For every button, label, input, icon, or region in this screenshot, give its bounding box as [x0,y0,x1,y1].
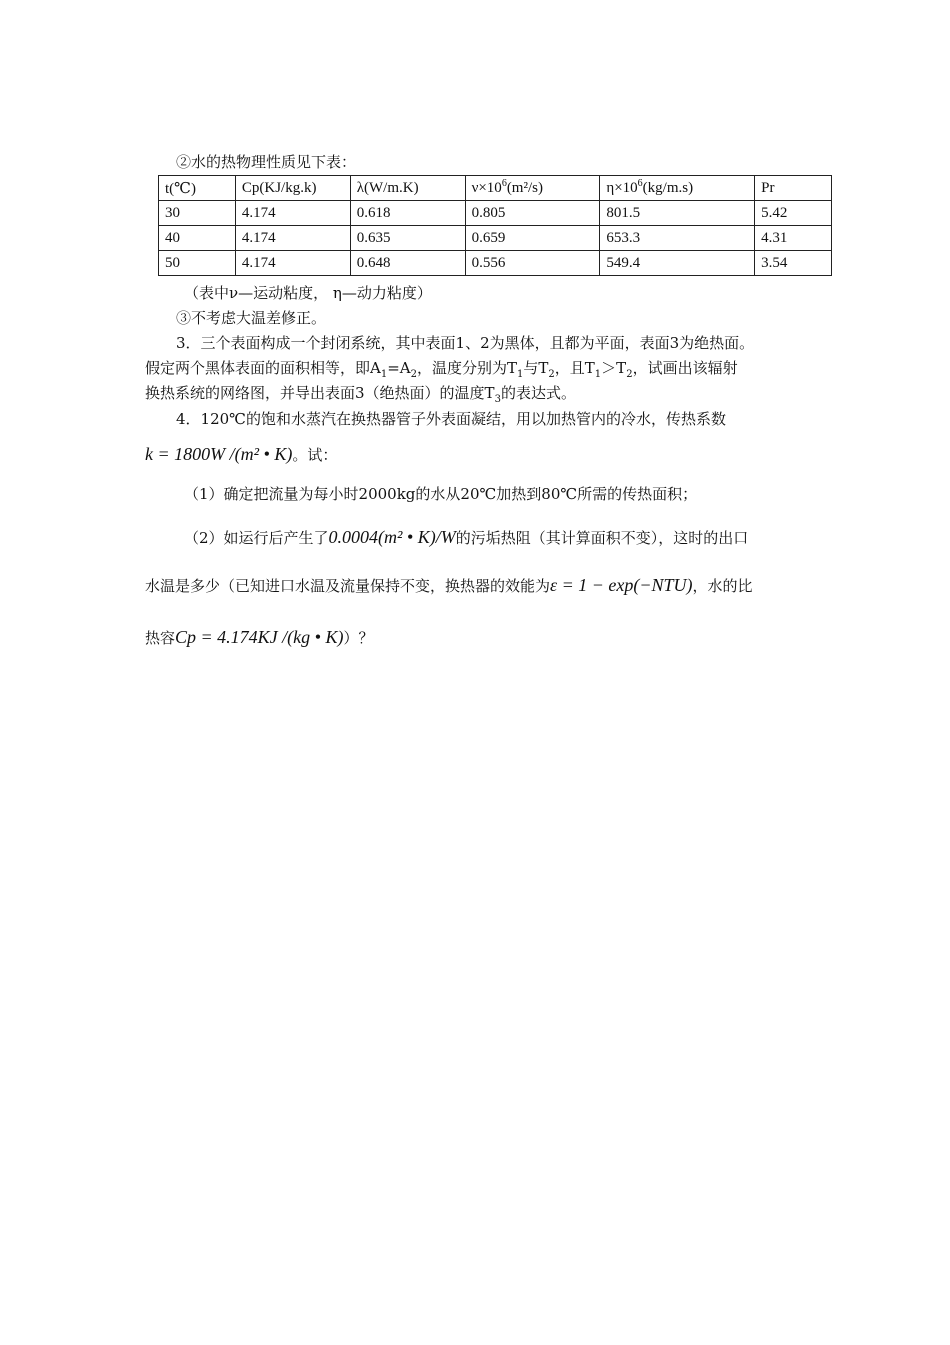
text-run: 的表达式。 [500,384,576,402]
text-run: （2）如运行后产生了 [184,529,329,547]
subscript: 2 [410,369,417,380]
text-run: 。试： [292,446,338,464]
problem-3-line-2 [145,357,738,379]
table-row [159,226,832,251]
text-run: ＞T [601,359,627,377]
cell: 30 [159,201,236,226]
question-2-line-1 [184,526,748,549]
cell: 4.174 [235,201,350,226]
header-eta [600,176,755,201]
question-2-line-3 [145,626,373,649]
text-run: ，水的比 [692,577,753,595]
table-header-row [159,176,832,201]
problem-3-line-3 [145,382,576,404]
cell: 653.3 [600,226,755,251]
header-nu [465,176,600,201]
cell: 5.42 [755,201,832,226]
cell: 0.635 [350,226,465,251]
problem-4-line-1: 4．120℃的饱和水蒸汽在换热器管子外表面凝结，用以加热管内的冷水，传热系数 [176,410,726,428]
header-pr: Pr [755,176,832,201]
text-run: 水温是多少（已知进口水温及流量保持不变，换热器的效能为 [145,577,551,595]
subscript: 2 [548,369,555,380]
formula-fouling-resistance: 0.0004(m² • K)/W [328,527,456,547]
header-nu-base: ν×10 [471,179,502,196]
header-nu-unit: (m²/s) [506,179,543,196]
formula-heat-transfer-coefficient: k = 1800W /(m² • K) [145,444,293,464]
cell: 801.5 [600,201,755,226]
cell: 40 [159,226,236,251]
table-row [159,201,832,226]
text-run: 假定两个黑体表面的面积相等，即A [145,359,381,377]
header-eta-unit: (kg/m.s) [642,179,694,196]
cell: 0.648 [350,251,465,276]
header-nu-exp: 6 [501,177,507,189]
subscript: 3 [494,394,501,405]
cell: 0.805 [465,201,600,226]
table-row [159,251,832,276]
cell: 4.174 [235,251,350,276]
header-eta-exp: 6 [637,177,643,189]
cell: 50 [159,251,236,276]
cell: 0.659 [465,226,600,251]
formula-effectiveness: ε = 1 − exp(−NTU) [550,575,693,595]
header-t: t(℃) [159,176,236,201]
intro-note: ②水的热物理性质见下表： [176,153,357,171]
header-eta-base: η×10 [606,179,638,196]
subscript: 1 [380,369,388,380]
text-run: 换热系统的网络图，并导出表面3（绝热面）的温度T [145,384,495,402]
text-run: ，且T [554,359,595,377]
cell: 0.556 [465,251,600,276]
formula-specific-heat: Cp = 4.174KJ /(kg • K) [175,627,344,647]
text-run: 与T [523,359,549,377]
cell: 0.618 [350,201,465,226]
subscript: 2 [626,369,633,380]
cell: 3.54 [755,251,832,276]
header-lambda: λ(W/m.K) [350,176,465,201]
cell: 4.31 [755,226,832,251]
question-2-line-2 [145,574,753,597]
cell: 4.174 [235,226,350,251]
water-properties-table [158,175,832,276]
text-run: =A [387,359,411,377]
problem-4-line-2 [145,443,337,466]
table-note: （表中ν—运动粘度， η—动力粘度） [184,284,432,302]
text-run: ）？ [343,629,374,647]
text-run: 热容 [145,629,176,647]
note-3: ③不考虑大温差修正。 [176,309,327,327]
text-run: ，试画出该辐射 [632,359,738,377]
problem-3-line-1: 3．三个表面构成一个封闭系统，其中表面1、2为黑体，且都为平面，表面3为绝热面。 [176,334,755,352]
subscript: 1 [517,369,524,380]
cell: 549.4 [600,251,755,276]
text-run: ，温度分别为T [417,359,518,377]
question-1: （1）确定把流量为每小时2000kg的水从20℃加热到80℃所需的传热面积； [184,485,698,503]
subscript: 1 [594,369,602,380]
header-cp: Cp(KJ/kg.k) [235,176,350,201]
text-run: 的污垢热阻（其计算面积不变），这时的出口 [455,529,749,547]
